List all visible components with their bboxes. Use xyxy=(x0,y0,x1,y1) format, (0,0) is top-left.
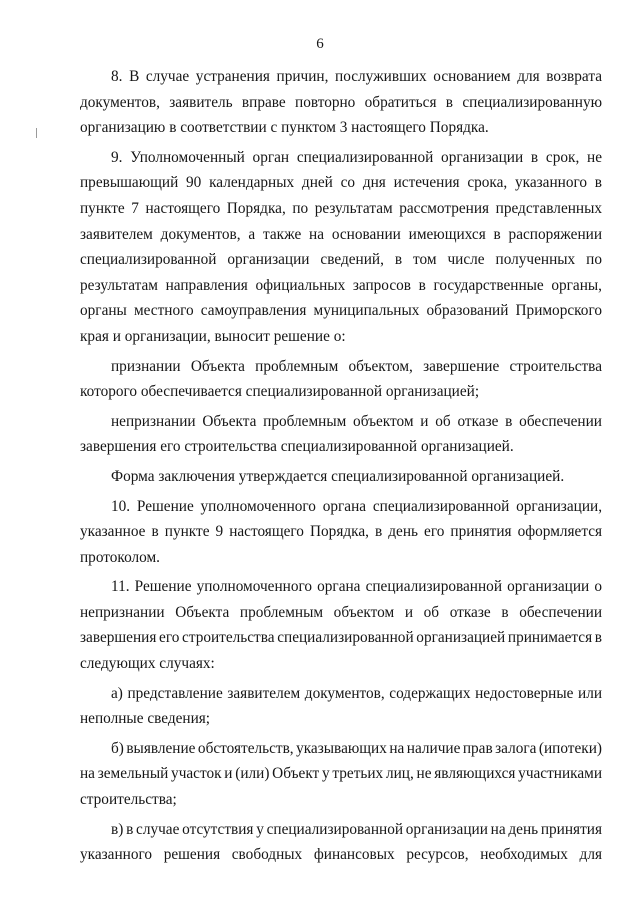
paragraph-11-item-b xyxy=(80,736,602,813)
paragraph-11 xyxy=(80,574,602,676)
text-line: 8. В случае устранения причин, послуживших основанием для возврата xyxy=(111,68,602,85)
text-line: следующих случаях: xyxy=(80,655,215,673)
text-line: указанное в пункте 9 настоящего Порядка, в день его принятия оформляется xyxy=(80,523,603,541)
text-line: признании Объекта проблемным объектом, завершение строительства xyxy=(111,357,602,375)
text-line: завершения его строительства специализированной организацией. xyxy=(80,438,514,456)
text-line: 10. Решение уполномоченного органа специализированной организации, xyxy=(111,497,603,515)
paragraph-11-item-c xyxy=(80,817,602,868)
text-line: на земельный участок и (или) Объект у третьих лиц, не являющихся участниками xyxy=(80,765,603,783)
paragraph-9 xyxy=(80,145,602,350)
paragraph-8 xyxy=(80,64,602,141)
text-line: 9. Уполномоченный орган специализированной организации в срок, не xyxy=(111,148,603,166)
paragraph-10 xyxy=(80,494,602,571)
paragraph-9-option-reject xyxy=(80,409,602,460)
text-line: организацию в соответствии с пунктом 3 настоящего Порядка. xyxy=(80,119,489,137)
text-line: пункте 7 настоящего Порядка, по результатам рассмотрения представленных xyxy=(80,199,603,217)
scan-margin-mark xyxy=(36,128,37,138)
text-line: неполные сведения; xyxy=(80,710,211,728)
text-line: специализированной организации сведений, в том числе полученных по xyxy=(80,251,602,269)
text-line: завершения его строительства специализированной организацией принимается в xyxy=(80,629,603,647)
text-line: непризнании Объекта проблемным объектом и об отказе в обеспечении xyxy=(80,603,603,621)
text-line: органы местного самоуправления муниципальных образований Приморского xyxy=(80,302,602,320)
text-line: б) выявление обстоятельств, указывающих на наличие прав залога (ипотеки) xyxy=(111,739,602,757)
text-line: в) в случае отсутствия у специализированной организации на день принятия xyxy=(111,820,602,838)
text-line: превышающий 90 календарных дней со дня истечения срока, указанного в xyxy=(80,174,603,192)
text-line: которого обеспечивается специализированной организацией; xyxy=(80,383,480,401)
text-line: непризнании Объекта проблемным объектом и об отказе в обеспечении xyxy=(111,412,602,430)
text-line: документов, заявитель вправе повторно обратиться в специализированную xyxy=(80,93,603,111)
page-number: 6 xyxy=(316,36,324,52)
text-line: Форма заключения утверждается специализированной организацией. xyxy=(111,467,565,485)
text-line: указанного решения свободных финансовых ресурсов, необходимых для xyxy=(80,846,602,864)
text-line: результатам направления официальных запросов в государственные органы, xyxy=(80,276,602,294)
text-line: заявителем документов, а также на основании имеющихся в распоряжении xyxy=(80,225,603,243)
paragraph-9-option-recognize xyxy=(80,354,602,405)
text-line: протоколом. xyxy=(80,548,161,566)
paragraph-9-form xyxy=(80,464,602,490)
text-line: а) представление заявителем документов, содержащих недостоверные или xyxy=(111,684,603,702)
text-line: края и организации, выносит решение о: xyxy=(80,327,346,345)
text-line: строительства; xyxy=(80,791,177,809)
text-line: 11. Решение уполномоченного органа специализированной организации о xyxy=(111,578,602,596)
document-body xyxy=(80,64,602,868)
paragraph-11-item-a xyxy=(80,681,602,732)
